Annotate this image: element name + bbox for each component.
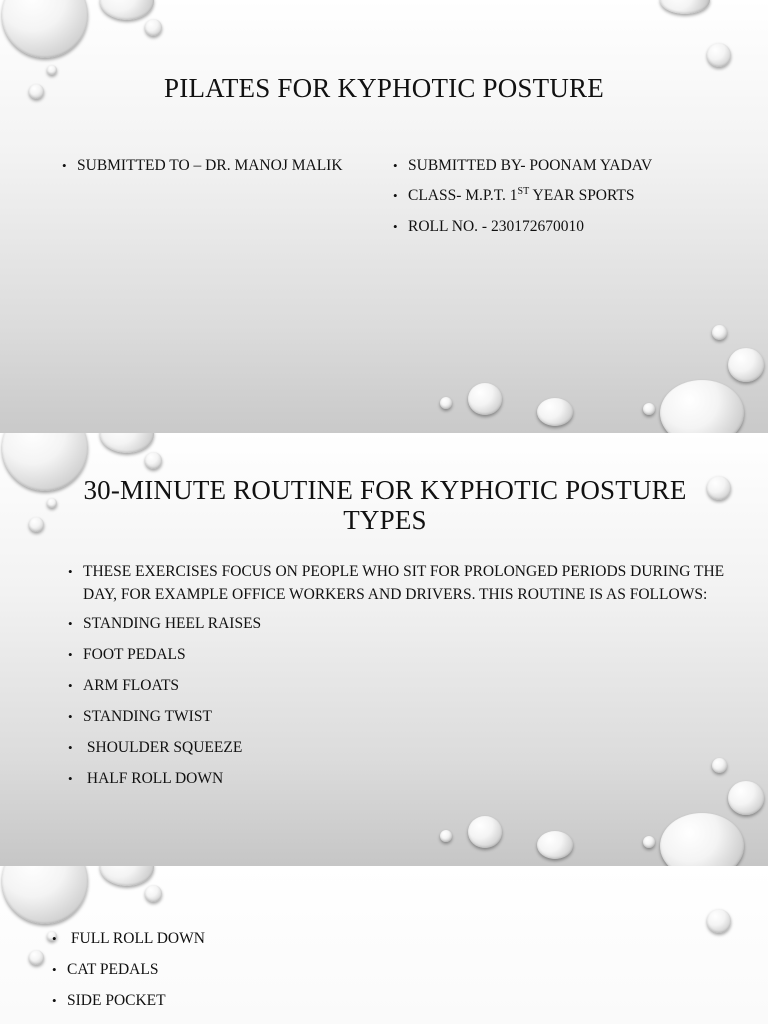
water-drop-decoration — [100, 866, 154, 886]
water-drop-decoration — [707, 909, 731, 933]
water-drop-decoration — [728, 348, 764, 382]
submitted-by: • SUBMITTED BY- POONAM YADAV — [393, 155, 753, 177]
water-drop-decoration — [100, 433, 154, 453]
routine-title — [40, 475, 730, 535]
water-drop-decoration — [145, 19, 162, 36]
slide-routine — [0, 433, 768, 866]
continued-list — [52, 928, 452, 1012]
water-drop-decoration — [440, 397, 452, 409]
water-drop-decoration — [2, 866, 88, 924]
slide-continued — [0, 866, 768, 1024]
list-item: • SIDE POCKET — [52, 990, 452, 1012]
water-drop-decoration — [537, 831, 573, 859]
list-item: • STANDING HEEL RAISES — [68, 613, 728, 635]
submitted-to: • SUBMITTED TO – DR. MANOJ MALIK — [62, 155, 382, 177]
list-item: • FOOT PEDALS — [68, 644, 728, 666]
submitted-by-list — [393, 155, 753, 238]
list-item: • SHOULDER SQUEEZE — [68, 737, 728, 759]
roll-number: • ROLL NO. - 230172670010 — [393, 216, 753, 238]
water-drop-decoration — [29, 950, 44, 965]
water-drop-decoration — [145, 452, 162, 469]
list-item: • CAT PEDALS — [52, 959, 452, 981]
submitted-to-list — [62, 155, 382, 177]
water-drop-decoration — [440, 830, 452, 842]
water-drop-decoration — [712, 325, 727, 340]
routine-title-line2: TYPES — [343, 505, 427, 535]
class-prefix: CLASS- M.P.T. 1 — [408, 187, 518, 204]
slide-title — [0, 0, 768, 433]
water-drop-decoration — [468, 816, 502, 848]
water-drop-decoration — [660, 0, 710, 14]
list-item: • STANDING TWIST — [68, 706, 728, 728]
routine-title-line1: 30-MINUTE ROUTINE FOR KYPHOTIC POSTURE — [83, 475, 687, 505]
list-item: • HALF ROLL DOWN — [68, 768, 728, 790]
list-item: • ARM FLOATS — [68, 675, 728, 697]
water-drop-decoration — [660, 380, 744, 433]
class-suffix: YEAR SPORTS — [529, 187, 635, 204]
water-drop-decoration — [145, 885, 162, 902]
class-superscript: ST — [517, 185, 530, 197]
list-item: • FULL ROLL DOWN — [52, 928, 452, 950]
water-drop-decoration — [728, 781, 764, 815]
water-drop-decoration — [707, 43, 731, 67]
water-drop-decoration — [537, 398, 573, 426]
slide-title-heading: PILATES FOR KYPHOTIC POSTURE — [164, 73, 604, 103]
list-item: • THESE EXERCISES FOCUS ON PEOPLE WHO SIT FOR PROLONGED PERIODS DURING THE DAY, FOR EXAMPLE OFFICE WORKERS AND DRIVERS. THIS ROUTINE IS AS FOLLOWS: — [68, 560, 728, 606]
water-drop-decoration — [2, 0, 88, 58]
water-drop-decoration — [468, 383, 502, 415]
water-drop-decoration — [660, 813, 744, 866]
class-info — [393, 185, 753, 207]
water-drop-decoration — [643, 836, 655, 848]
water-drop-decoration — [100, 0, 154, 20]
water-drop-decoration — [643, 403, 655, 415]
routine-list — [68, 560, 728, 790]
